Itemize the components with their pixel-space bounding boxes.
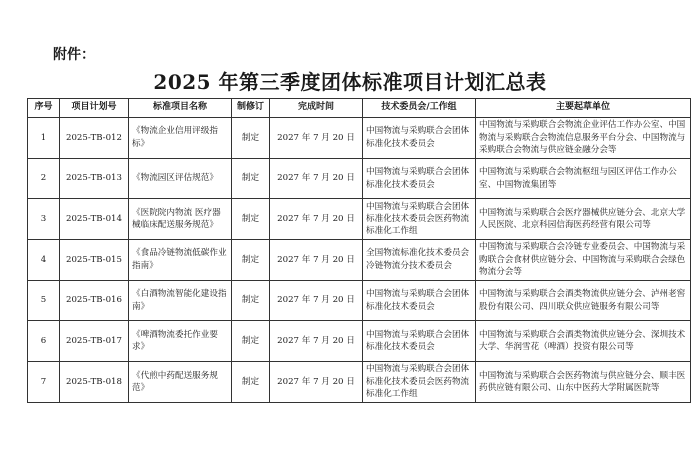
cell-name: 《啤酒物流委托作业要求》 — [129, 321, 232, 362]
header-drafters: 主要起草单位 — [476, 99, 691, 118]
cell-drafters: 中国物流与采购联合会物流枢纽与园区评估工作办公室、中国物流集团等 — [476, 158, 691, 199]
cell-deadline: 2027 年 7 月 20 日 — [270, 118, 363, 159]
cell-name: 《医院院内物流 医疗器械临床配送服务规范》 — [129, 199, 232, 240]
cell-seq: 3 — [28, 199, 60, 240]
attachment-label: 附件： — [53, 47, 95, 63]
cell-plan-no: 2025-TB-013 — [60, 158, 129, 199]
cell-name: 《代煎中药配送服务规范》 — [129, 362, 232, 403]
table-row — [28, 118, 691, 159]
header-seq: 序号 — [28, 99, 60, 118]
header-plan-no: 项目计划号 — [60, 99, 129, 118]
table-row — [28, 240, 691, 281]
standards-plan-table — [27, 98, 691, 403]
table-header-row — [28, 99, 691, 118]
table-row — [28, 158, 691, 199]
cell-drafters: 中国物流与采购联合会冷链专业委员会、中国物流与采购联合会食材供应链分会、中国物流与采购联合会绿色物流分会等 — [476, 240, 691, 281]
cell-committee: 中国物流与采购联合会团体标准化技术委员会 — [363, 118, 476, 159]
cell-seq: 2 — [28, 158, 60, 199]
header-type: 制修订 — [232, 99, 270, 118]
cell-deadline: 2027 年 7 月 20 日 — [270, 280, 363, 321]
cell-type: 制定 — [232, 362, 270, 403]
cell-seq: 5 — [28, 280, 60, 321]
cell-committee: 中国物流与采购联合会团体标准化技术委员会医药物流标准化工作组 — [363, 199, 476, 240]
header-deadline: 完成时间 — [270, 99, 363, 118]
page-title: 2025 年第三季度团体标准项目计划汇总表 — [153, 70, 547, 94]
cell-type: 制定 — [232, 199, 270, 240]
header-committee: 技术委员会/工作组 — [363, 99, 476, 118]
cell-plan-no: 2025-TB-015 — [60, 240, 129, 281]
cell-name: 《白酒物流智能化建设指南》 — [129, 280, 232, 321]
cell-name: 《物流企业信用评级指标》 — [129, 118, 232, 159]
cell-type: 制定 — [232, 280, 270, 321]
cell-name: 《物流园区评估规范》 — [129, 158, 232, 199]
table-row — [28, 321, 691, 362]
cell-type: 制定 — [232, 118, 270, 159]
cell-committee: 中国物流与采购联合会团体标准化技术委员会医药物流标准化工作组 — [363, 362, 476, 403]
cell-type: 制定 — [232, 240, 270, 281]
cell-plan-no: 2025-TB-016 — [60, 280, 129, 321]
cell-drafters: 中国物流与采购联合会酒类物流供应链分会、泸州老窖股份有限公司、四川联众供应链服务有限公司等 — [476, 280, 691, 321]
header-name: 标准项目名称 — [129, 99, 232, 118]
table-row — [28, 280, 691, 321]
cell-deadline: 2027 年 7 月 20 日 — [270, 362, 363, 403]
cell-seq: 7 — [28, 362, 60, 403]
cell-deadline: 2027 年 7 月 20 日 — [270, 199, 363, 240]
cell-committee: 中国物流与采购联合会团体标准化技术委员会 — [363, 321, 476, 362]
cell-drafters: 中国物流与采购联合会医疗器械供应链分会、北京大学人民医院、北京科园信海医药经营有限公司等 — [476, 199, 691, 240]
cell-drafters: 中国物流与采购联合会物流企业评估工作办公室、中国物流与采购联合会物流信息服务平台分会、中国物流与采购联合会物流与供应链金融分会等 — [476, 118, 691, 159]
cell-deadline: 2027 年 7 月 20 日 — [270, 240, 363, 281]
cell-deadline: 2027 年 7 月 20 日 — [270, 321, 363, 362]
cell-type: 制定 — [232, 321, 270, 362]
cell-drafters: 中国物流与采购联合会医药物流与供应链分会、顺丰医药供应链有限公司、山东中医药大学附属医院等 — [476, 362, 691, 403]
cell-committee: 中国物流与采购联合会团体标准化技术委员会 — [363, 280, 476, 321]
cell-plan-no: 2025-TB-014 — [60, 199, 129, 240]
cell-committee: 全国物流标准化技术委员会冷链物流分技术委员会 — [363, 240, 476, 281]
table-row — [28, 199, 691, 240]
cell-seq: 1 — [28, 118, 60, 159]
cell-seq: 6 — [28, 321, 60, 362]
cell-plan-no: 2025-TB-018 — [60, 362, 129, 403]
cell-type: 制定 — [232, 158, 270, 199]
table-row — [28, 362, 691, 403]
cell-drafters: 中国物流与采购联合会酒类物流供应链分会、深圳技术大学、华润雪花（啤酒）投资有限公司等 — [476, 321, 691, 362]
cell-seq: 4 — [28, 240, 60, 281]
cell-plan-no: 2025-TB-017 — [60, 321, 129, 362]
cell-name: 《食品冷链物流低碳作业指南》 — [129, 240, 232, 281]
cell-plan-no: 2025-TB-012 — [60, 118, 129, 159]
cell-deadline: 2027 年 7 月 20 日 — [270, 158, 363, 199]
cell-committee: 中国物流与采购联合会团体标准化技术委员会 — [363, 158, 476, 199]
